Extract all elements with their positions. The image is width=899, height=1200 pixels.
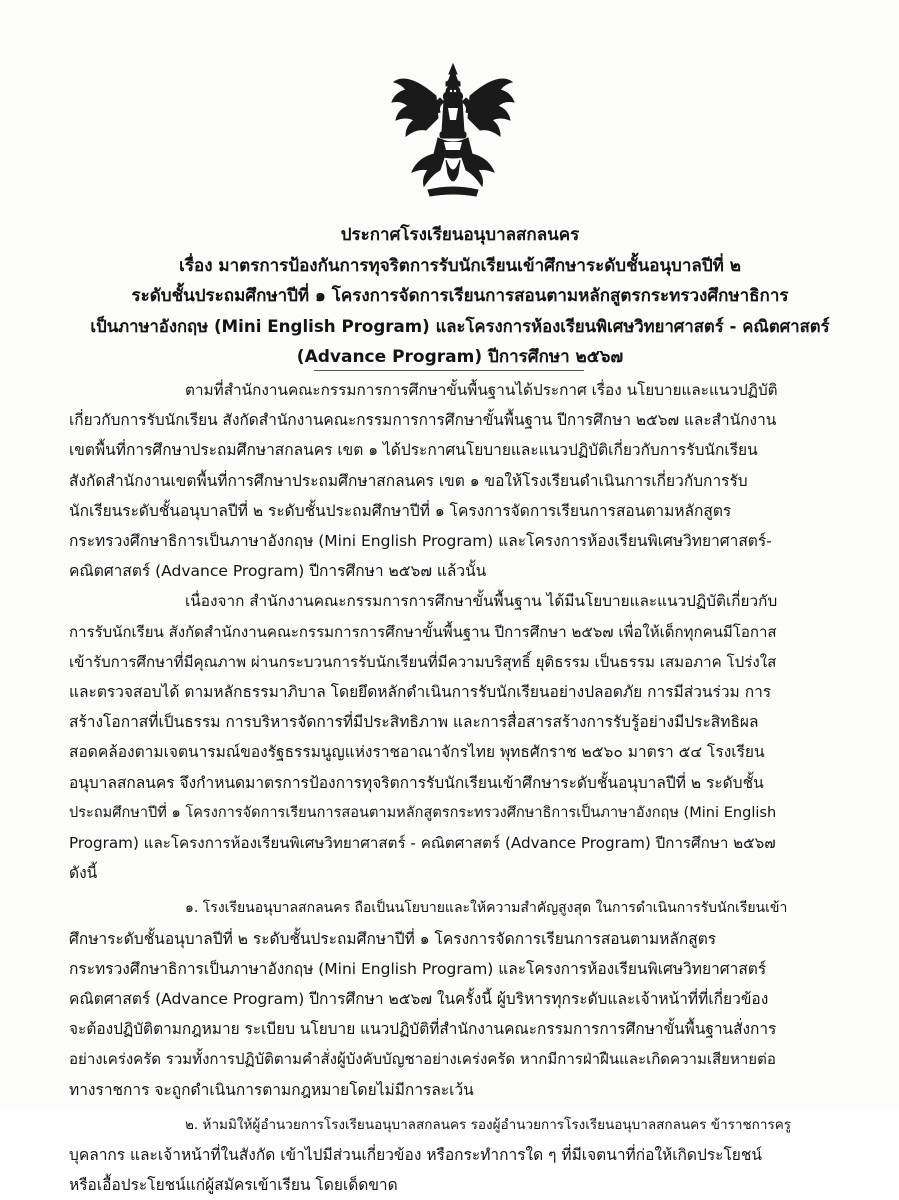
text-line: เขตพื้นที่การศึกษาประถมศึกษาสกลนคร เขต ๑ ได้ประกาศนโยบายและแนวปฏิบัติเกี่ยวกับการรับนักเรียน <box>69 441 758 460</box>
heading-line: เป็นภาษาอังกฤษ (Mini English Program) และโครงการห้องเรียนพิเศษวิทยาศาสตร์ - คณิตศาสตร์ <box>90 316 830 336</box>
text-line: ๑. โรงเรียนอนุบาลสกลนคร ถือเป็นนโยบายและให้ความสำคัญสูงสุด ในการดำเนินการรับนักเรียนเข้า <box>185 900 788 917</box>
heading-line: ประกาศโรงเรียนอนุบาลสกลนคร <box>340 225 580 245</box>
text-line: ดังนี้ <box>69 864 98 883</box>
text-line: Program) และโครงการห้องเรียนพิเศษวิทยาศาสตร์ - คณิตศาสตร์ (Advance Program) ปีการศึกษา ๒๕๖๗ <box>69 834 776 853</box>
text-line: นักเรียนระดับชั้นอนุบาลปีที่ ๒ ระดับชั้นประถมศึกษาปีที่ ๑ โครงการจัดการเรียนการสอนตามหลักสูตร <box>69 501 732 520</box>
text-line: คณิตศาสตร์ (Advance Program) ปีการศึกษา ๒๕๖๗ ในครั้งนี้ ผู้บริหารทุกระดับและเจ้าหน้าที่ที่เกี่ยวข้อง <box>69 990 769 1009</box>
text-line: บุคลากร และเจ้าหน้าที่ในสังกัด เข้าไปมีส่วนเกี่ยวข้อง หรือกระทำการใด ๆ ที่มีเจตนาที่ก่อให้เกิดประโยชน์ <box>69 1146 762 1165</box>
heading-line: (Advance Program) ปีการศึกษา ๒๕๖๗ <box>296 347 624 367</box>
text-line: สังกัดสำนักงานเขตพื้นที่การศึกษาประถมศึกษาสกลนคร เขต ๑ ขอให้โรงเรียนดำเนินการเกี่ยวกับการรับ <box>69 471 748 490</box>
text-line: ศึกษาระดับชั้นอนุบาลปีที่ ๒ ระดับชั้นประถมศึกษาปีที่ ๑ โครงการจัดการเรียนการสอนตามหลักสูตร <box>69 929 717 948</box>
heading-divider <box>314 370 584 371</box>
text-line: การรับนักเรียน สังกัดสำนักงานคณะกรรมการการศึกษาขั้นพื้นฐาน ปีการศึกษา ๒๕๖๗ เพื่อให้เด็กทุกคนมีโอกาส <box>69 622 777 641</box>
heading-line: ระดับชั้นประถมศึกษาปีที่ ๑ โครงการจัดการเรียนการสอนตามหลักสูตรกระทรวงศึกษาธิการ <box>131 286 789 306</box>
announcement-heading <box>90 220 830 373</box>
text-line: และตรวจสอบได้ ตามหลักธรรมาภิบาล โดยยึดหลักดำเนินการรับนักเรียนอย่างปลอดภัย การมีส่วนร่วม การ <box>69 683 772 702</box>
paragraph-measure-1 <box>69 893 835 1104</box>
paragraph-background <box>69 375 835 586</box>
paragraph-rationale <box>69 586 835 888</box>
text-line: ตามที่สำนักงานคณะกรรมการการศึกษาขั้นพื้นฐานได้ประกาศ เรื่อง นโยบายและแนวปฏิบัติ <box>185 381 778 399</box>
heading-line: เรื่อง มาตรการป้องกันการทุจริตการรับนักเรียนเข้าศึกษาระดับชั้นอนุบาลปีที่ ๒ <box>179 255 741 276</box>
text-line: เข้ารับการศึกษาที่มีคุณภาพ ผ่านกระบวนการรับนักเรียนที่มีความบริสุทธิ์ ยุติธรรม เป็นธรรม เสมอภาค โปร่งใส <box>69 652 777 671</box>
text-line: หรือเอื้อประโยชน์แก่ผู้สมัครเข้าเรียน โดยเด็ดขาด <box>69 1176 398 1195</box>
text-line: จะต้องปฏิบัติตามกฎหมาย ระเบียบ นโยบาย แนวปฏิบัติที่สำนักงานคณะกรรมการการศึกษาขั้นพื้นฐานสั่งการ <box>69 1020 777 1039</box>
text-line: คณิตศาสตร์ (Advance Program) ปีการศึกษา ๒๕๖๗ แล้วนั้น <box>69 562 487 581</box>
text-line: กระทรวงศึกษาธิการเป็นภาษาอังกฤษ (Mini English Program) และโครงการห้องเรียนพิเศษวิทยาศาสตร์ <box>69 959 767 978</box>
text-line: สร้างโอกาสที่เป็นธรรม การบริหารจัดการที่มีประสิทธิภาพ และการสื่อสารสร้างการรับรู้อย่างมีประสิทธิผล <box>69 713 759 732</box>
text-line: อนุบาลสกลนคร จึงกำหนดมาตรการป้องการทุจริตการรับนักเรียนเข้าศึกษาระดับชั้นอนุบาลปีที่ ๒ ระดับชั้น <box>69 773 764 792</box>
text-line: กระทรวงศึกษาธิการเป็นภาษาอังกฤษ (Mini English Program) และโครงการห้องเรียนพิเศษวิทยาศาสตร์- <box>69 532 772 551</box>
text-line: สอดคล้องตามเจตนารมณ์ของรัฐธรรมนูญแห่งราชอาณาจักรไทย พุทธศักราช ๒๕๖๐ มาตรา ๕๔ โรงเรียน <box>69 743 765 762</box>
text-line: ทางราชการ จะถูกดำเนินการตามกฎหมายโดยไม่มีการละเว้น <box>69 1080 474 1099</box>
paragraph-measure-2 <box>69 1110 835 1200</box>
text-line: ๒. ห้ามมิให้ผู้อำนวยการโรงเรียนอนุบาลสกลนคร รองผู้อำนวยการโรงเรียนอนุบาลสกลนคร ข้าราชการครู <box>185 1116 792 1133</box>
text-line: เนื่องจาก สำนักงานคณะกรรมการการศึกษาขั้นพื้นฐาน ได้มีนโยบายและแนวปฏิบัติเกี่ยวกับ <box>185 592 778 611</box>
text-line: อย่างเคร่งครัด รวมทั้งการปฏิบัติตามคำสั่งผู้บังคับบัญชาอย่างเคร่งครัด หากมีการฝ่าฝืนและเกิดความเสียหายต่อ <box>69 1050 776 1069</box>
announcement-body <box>69 375 835 1200</box>
garuda-emblem-icon <box>388 62 518 198</box>
text-line: ประถมศึกษาปีที่ ๑ โครงการจัดการเรียนการสอนตามหลักสูตรกระทรวงศึกษาธิการเป็นภาษาอังกฤษ (Mini English <box>69 803 777 821</box>
text-line: เกี่ยวกับการรับนักเรียน สังกัดสำนักงานคณะกรรมการการศึกษาขั้นพื้นฐาน ปีการศึกษา ๒๕๖๗ และสำนักงาน <box>69 411 777 430</box>
